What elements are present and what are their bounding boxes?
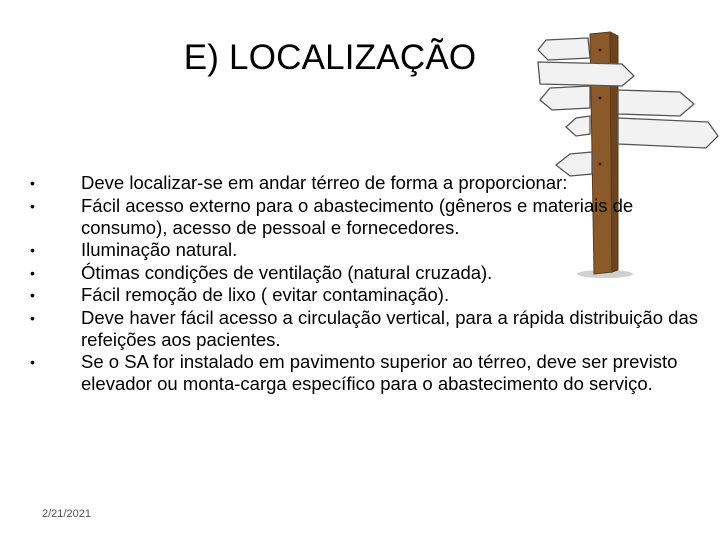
bullet-text: Deve localizar-se em andar térreo de forma a proporcionar:: [81, 172, 568, 193]
bullet-text: Deve haver fácil acesso a circulação vertical, para a rápida distribuição das refeições aos pacientes.: [81, 306, 698, 350]
bullet-item: [30, 262, 716, 284]
bullet-text: Se o SA for instalado em pavimento superior ao térreo, deve ser previsto elevador ou monta-carga específico para o abastecimento do serviço.: [81, 351, 678, 394]
bullet-marker: •: [30, 175, 35, 191]
bullet-item: [30, 195, 716, 239]
bullet-item: [30, 172, 716, 194]
slide-date: 2/21/2021: [42, 508, 91, 520]
bullet-item: [30, 284, 716, 306]
bullet-text: Iluminação natural.: [81, 239, 238, 260]
bullet-list: [30, 172, 716, 396]
bullet-marker: •: [30, 264, 35, 281]
bullet-marker: •: [30, 287, 35, 303]
bullet-marker: •: [30, 309, 35, 326]
bullet-text: Fácil acesso externo para o abastecimento (gêneros e materiais de consumo), acesso de pessoal e fornecedores.: [81, 194, 634, 238]
bullet-marker: •: [30, 354, 35, 370]
slide-title: E) LOCALIZAÇÃO: [183, 38, 477, 77]
bullet-item: [30, 307, 716, 351]
bullet-marker: •: [30, 242, 35, 258]
bullet-text: Fácil remoção de lixo ( evitar contaminação).: [81, 284, 450, 305]
bullet-text: Ótimas condições de ventilação (natural cruzada).: [81, 261, 493, 283]
bullet-item: [30, 239, 716, 261]
bullet-item: [30, 351, 716, 395]
bullet-marker: •: [30, 197, 35, 214]
